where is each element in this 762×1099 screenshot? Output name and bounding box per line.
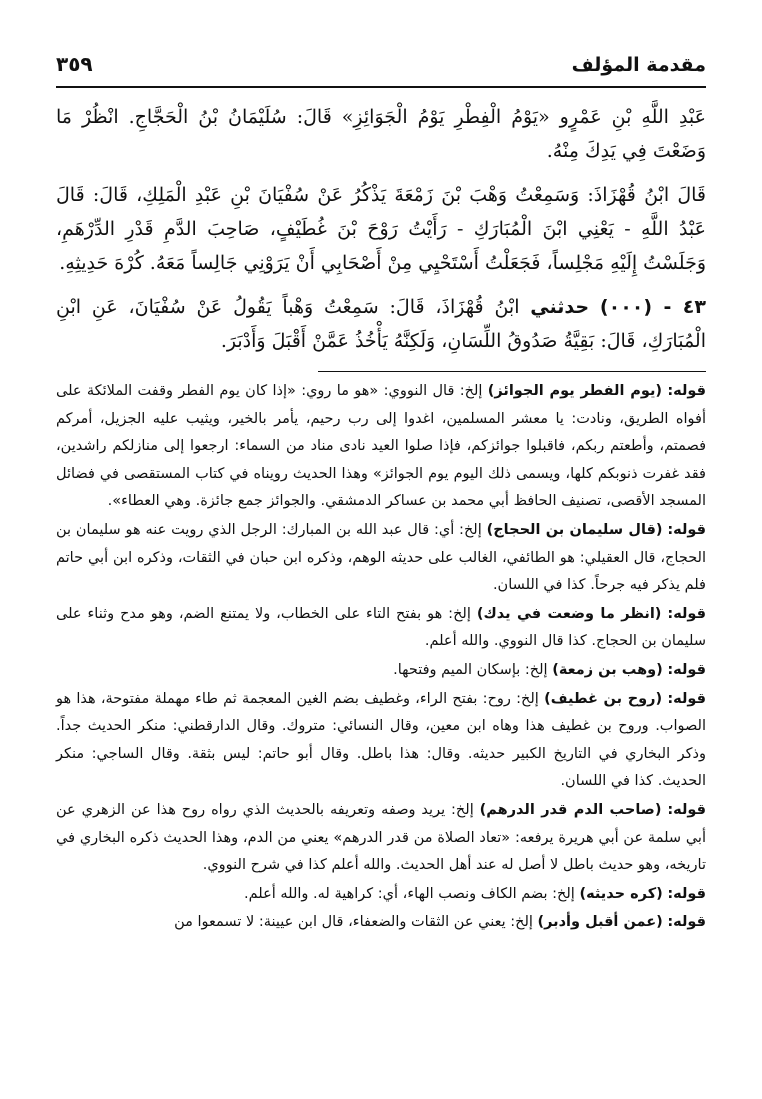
section-title: مقدمة المؤلف <box>571 54 706 76</box>
note-label: قوله: <box>667 914 706 931</box>
note-6 <box>56 797 706 880</box>
main-paragraph-3 <box>56 290 706 358</box>
note-text: إلخ: روح: بفتح الراء، وغطيف بضم الغين المعجمة ثم طاء مهملة مفتوحة، هذا هو الصواب. وروح بن غطيف هذا وهاه ابن معين، وقال النسائي: متروك. وقال الدارقطني: منكر الحديث جداً. وذكر البخاري في التاريخ الكبير حديثه. وقال: هذا باطل. وقال أبو حاتم: ليس بثقة. وقال الساجي: منكر الحديث. كذا في اللسان. <box>56 690 706 790</box>
note-key: (قال سليمان بن الحجاج) <box>486 521 663 538</box>
note-4 <box>56 657 706 685</box>
note-text: إلخ: بإسكان الميم وفتحها. <box>393 661 553 678</box>
note-label: قوله: <box>667 521 706 538</box>
note-key: (انظر ما وضعت في يدك) <box>476 605 662 622</box>
note-5 <box>56 686 706 796</box>
note-7 <box>56 881 706 909</box>
note-text: إلخ: يعني عن الثقات والضعفاء، قال ابن عيينة: لا تسمعوا من <box>174 914 538 931</box>
main-text <box>56 100 706 368</box>
note-3 <box>56 601 706 656</box>
note-label: قوله: <box>667 885 706 902</box>
note-key: (روح بن غطيف) <box>544 690 663 707</box>
note-text: إلخ: قال النووي: «هو ما روي: «إذا كان يوم الفطر وقفت الملائكة على أفواه الطريق، ونادت: يا معشر المسلمين، اغدوا إلى رب رحيم، يأمر بالخير، ويثيب عليه الجزيل، أمركم فصمتم، وأطعتم ربكم، فاقبلوا جوائزكم، فإذا صلوا العيد نادى مناد من السماء: ارجعوا إلى منازلكم راشدين، فقد غفرت ذنوبكم كلها، ويسمى ذلك اليوم يوم الجوائز» وهذا الحديث رويناه في كتاب المستقصى في فضائل المسجد الأقصى، تصنيف الحافظ أبي محمد بن عساكر الدمشقي. والجوائز جمع جائزة. وهي العطاء». <box>56 383 706 510</box>
hadith-text: ابْنُ قُهْزَاذَ، قَالَ: سَمِعْتُ وَهْباً يَقُولُ عَنْ سُفْيَانَ، عَنِ ابْنِ الْمُبَارَكِ، قَالَ: بَقِيَّةُ صَدُوقُ اللِّسَانِ، وَلَكِنَّهُ يَأْخُذُ عَمَّنْ أَقْبَلَ وَأَدْبَرَ. <box>56 296 706 352</box>
haddathani-word: حدثني <box>530 296 590 318</box>
note-label: قوله: <box>667 605 707 622</box>
page-number: ٣٥٩ <box>56 52 93 76</box>
main-paragraph-2: قَالَ ابْنُ قُهْزَاذَ: وَسَمِعْتُ وَهْبَ بْنَ زَمْعَةَ يَذْكُرُ عَنْ سُفْيَانَ بْنِ عَبْدِ الْمَلِكِ، قَالَ: قَالَ عَبْدُ اللَّهِ - يَعْنِي ابْنَ الْمُبَارَكِ - رَأَيْتُ رَوْحَ بْنَ غُطَيْفٍ، صَاحِبَ الدَّمِ قَدْرِ الدِّرْهَمِ، وَجَلَسْتُ إِلَيْهِ مَجْلِساً، فَجَعَلْتُ أَسْتَحْيِي مِنْ أَصْحَابِي أَنْ يَرَوْنِي جَالِساً مَعَهُ. كُرْهَ حَدِيثِهِ. <box>56 184 706 274</box>
commentary-notes <box>56 378 706 937</box>
note-label: قوله: <box>667 690 706 707</box>
page <box>56 0 706 1099</box>
note-label: قوله: <box>667 383 706 399</box>
note-2 <box>56 517 706 600</box>
note-1 <box>56 378 706 516</box>
note-text: إلخ: بضم الكاف ونصب الهاء، أي: كراهية له. والله أعلم. <box>244 885 580 902</box>
hadith-number: ٤٣ - (٠٠٠) <box>599 296 706 318</box>
note-text: إلخ: أي: قال عبد الله بن المبارك: الرجل الذي رويت عنه هو سليمان بن الحجاج، قال العقيلي: هو الطائفي، الغالب على حديثه الوهم، وذكره ابن حبان في الثقات، وذكره ابن أبي حاتم فلم يذكر فيه جرحاً. كذا في اللسان. <box>56 521 706 594</box>
note-text: إلخ: هو بفتح التاء على الخطاب، ولا يمتنع الضم، وهو مدح وثناء على سليمان بن الحجاج. كذا قال النووي. والله أعلم. <box>56 605 706 650</box>
page-header <box>56 46 706 88</box>
note-label: قوله: <box>667 801 706 818</box>
note-key: (كره حديثه) <box>579 885 663 902</box>
note-key: (يوم الفطر يوم الجوائز) <box>487 383 663 399</box>
note-label: قوله: <box>667 661 706 678</box>
main-paragraph-1: عَبْدِ اللَّهِ بْنِ عَمْرٍو «يَوْمُ الْفِطْرِ يَوْمُ الْجَوَائِزِ» قَالَ: سُلَيْمَانُ بْنُ الْحَجَّاجِ. انْظُرْ مَا وَضَعْتَ فِي يَدِكَ مِنْهُ. <box>56 106 706 162</box>
note-8 <box>56 909 706 937</box>
note-key: (وهب بن زمعة) <box>552 661 663 678</box>
note-key: (صاحب الدم قدر الدرهم) <box>479 801 662 818</box>
footnote-separator <box>318 371 706 372</box>
note-text: إلخ: يريد وصفه وتعريفه بالحديث الذي رواه روح هذا عن الزهري عن أبي سلمة عن أبي هريرة يرفعه: «تعاد الصلاة من قدر الدرهم» يعني من الدم، وهذا الحديث ذكره البخاري في تاريخه، وهو حديث باطل لا أصل له عند أهل الحديث. والله أعلم كذا في شرح النووي. <box>56 801 706 874</box>
note-key: (عمن أقبل وأدبر) <box>537 914 663 931</box>
